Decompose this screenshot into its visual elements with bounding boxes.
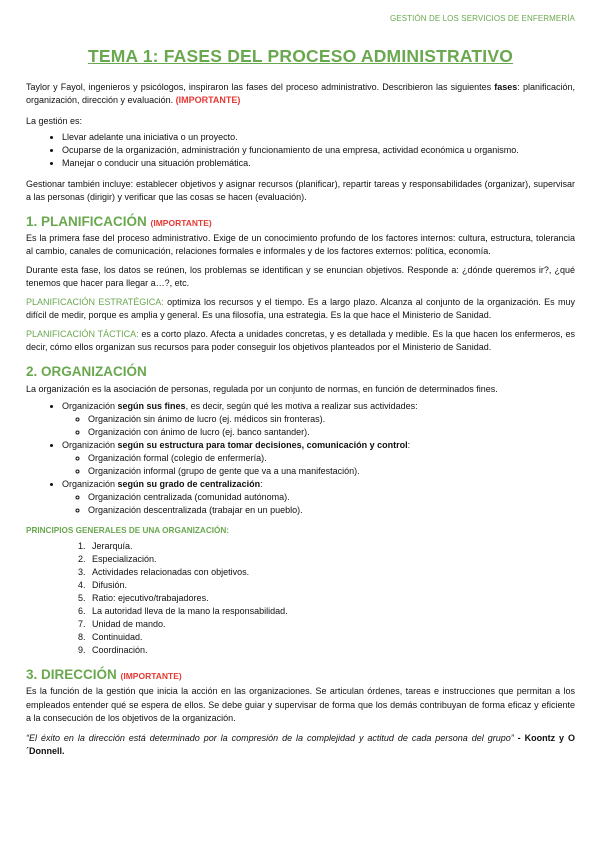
list-item: 8. Continuidad. (88, 631, 575, 644)
page-header: GESTIÓN DE LOS SERVICIOS DE ENFERMERÍA (389, 14, 575, 23)
planificacion-p2: Durante esta fase, los datos se reúnen, los problemas se identifican y se enuncian objetivos. Responde a: ¿dónde queremos ir?, ¿qué tenemos que hacer para llegar a…?, etc. (26, 265, 575, 289)
list-item: • Manejar o conducir una situación problemática. (62, 157, 575, 170)
list-item: 7. Unidad de mando. (88, 618, 575, 631)
tactica-label: PLANIFICACIÓN TÁCTICA: (26, 329, 139, 340)
list-item: ◦ Organización con ánimo de lucro (ej. banco santander). (88, 426, 575, 439)
important-tag: (IMPORTANTE) (150, 217, 212, 228)
direccion-quote: “El éxito en la dirección está determinado por la compresión de la complejidad y actitud de cada persona del grupo” - Koontz y O´Donnell. (26, 732, 576, 756)
intro-paragraph: Taylor y Fayol, ingenieros y psicólogos, inspiraron las fases del proceso administrativo. Describieron las siguientes fases: planificación, organización, dirección y evaluación. (IMPORTANTE) (26, 82, 575, 106)
planificacion-estrategica: PLANIFICACIÓN ESTRATÉGICA: optimiza los recursos y el tiempo. Es a largo plazo. Alcanza al conjunto de la organización. Es muy difícil de medir, porque es amplia y general. Es una filosofía, una estrategia. Es la que hace el Ministerio de Sanidad. (26, 297, 576, 321)
section-direccion-heading: 3. DIRECCIÓN (IMPORTANTE) (26, 667, 182, 683)
direccion-p1: Es la función de la gestión que inicia la acción en las organizaciones. Se articulan órdenes, tareas e instrucciones que permitan a los empleados entender qué se espera de ellos. Se debe guiar y supervisar de forma que los demás contribuyan de forma eficaz y eficiente a la consecución de los objetivos de la organización. (26, 686, 575, 723)
list-item: ◦ Organización centralizada (comunidad autónoma). (88, 491, 575, 504)
list-item: • Organización según su estructura para tomar decisiones, comunicación y control: ◦ Organización formal (colegio de enfermería). ◦ Organización informal (grupo de gente que va a una manifestación). (62, 439, 575, 478)
important-tag: (IMPORTANTE) (120, 671, 182, 682)
organizacion-types-list (26, 400, 575, 517)
organizacion-p1: La organización es la asociación de personas, regulada por un conjunto de normas, en función de determinados fines. (26, 383, 498, 394)
list-item: 4. Difusión. (88, 579, 575, 592)
list-item: • Organización según sus fines, es decir, según qué les motiva a realizar sus actividades: ◦ Organización sin ánimo de lucro (ej. médicos sin fronteras). ◦ Organización con ánimo de lucro (ej. banco santander). (62, 400, 575, 439)
list-item: ◦ Organización sin ánimo de lucro (ej. médicos sin fronteras). (88, 413, 575, 426)
list-item: 9. Coordinación. (88, 644, 575, 657)
list-item: 1. Jerarquía. (88, 540, 575, 553)
list-item: ◦ Organización informal (grupo de gente que va a una manifestación). (88, 465, 575, 478)
sub-list (62, 452, 575, 478)
important-tag: (IMPORTANTE) (175, 95, 241, 106)
gestion-list (26, 131, 575, 170)
list-item: 6. La autoridad lleva de la mano la responsabilidad. (88, 605, 575, 618)
estrategica-label: PLANIFICACIÓN ESTRATÉGICA: (26, 297, 164, 308)
sub-list (62, 491, 575, 517)
principios-list (26, 540, 575, 657)
list-item: • Llevar adelante una iniciativa o un proyecto. (62, 131, 575, 144)
page-title: TEMA 1: FASES DEL PROCESO ADMINISTRATIVO (87, 46, 514, 66)
list-item: ◦ Organización descentralizada (trabajar en un pueblo). (88, 504, 575, 517)
section-organizacion-heading: 2. ORGANIZACIÓN (26, 364, 147, 380)
list-item: • Organización según su grado de centralización: ◦ Organización centralizada (comunidad autónoma). ◦ Organización descentralizada (trabajar en un pueblo). (62, 478, 575, 517)
list-item: 2. Especialización. (88, 553, 575, 566)
gestion-lead: La gestión es: (26, 116, 83, 127)
principios-title: PRINCIPIOS GENERALES DE UNA ORGANIZACIÓN: (26, 525, 230, 535)
gestion-tambien: Gestionar también incluye: establecer objetivos y asignar recursos (planificar), repartir tareas y responsabilidades (organizar), supervisar a las personas (dirigir) y verificar que las cosas se hacen (evaluación). (26, 178, 575, 202)
planificacion-p1: Es la primera fase del proceso administrativo. Exige de un conocimiento profundo de los factores internos: cultura, estructura, tolerancia al cambio, canales de comunicación, relaciones formales e informales y de los factores externos: política, economía. (26, 232, 575, 256)
list-item: • Ocuparse de la organización, administración y funcionamiento de una empresa, actividad económica u organismo. (62, 144, 575, 157)
list-item: 5. Ratio: ejecutivo/trabajadores. (88, 592, 575, 605)
list-item: ◦ Organización formal (colegio de enfermería). (88, 452, 575, 465)
sub-list (62, 413, 575, 439)
section-planificacion-heading: 1. PLANIFICACIÓN (IMPORTANTE) (26, 213, 212, 229)
planificacion-tactica: PLANIFICACIÓN TÁCTICA: es a corto plazo. Afecta a unidades concretas, y es detallada y medible. Es la que hacen los enfermeros, es decir, cómo ellos organizan sus recursos para poder conseguir los objetivos planteados por el Ministerio de Sanidad. (26, 329, 576, 353)
list-item: 3. Actividades relacionadas con objetivos. (88, 566, 575, 579)
